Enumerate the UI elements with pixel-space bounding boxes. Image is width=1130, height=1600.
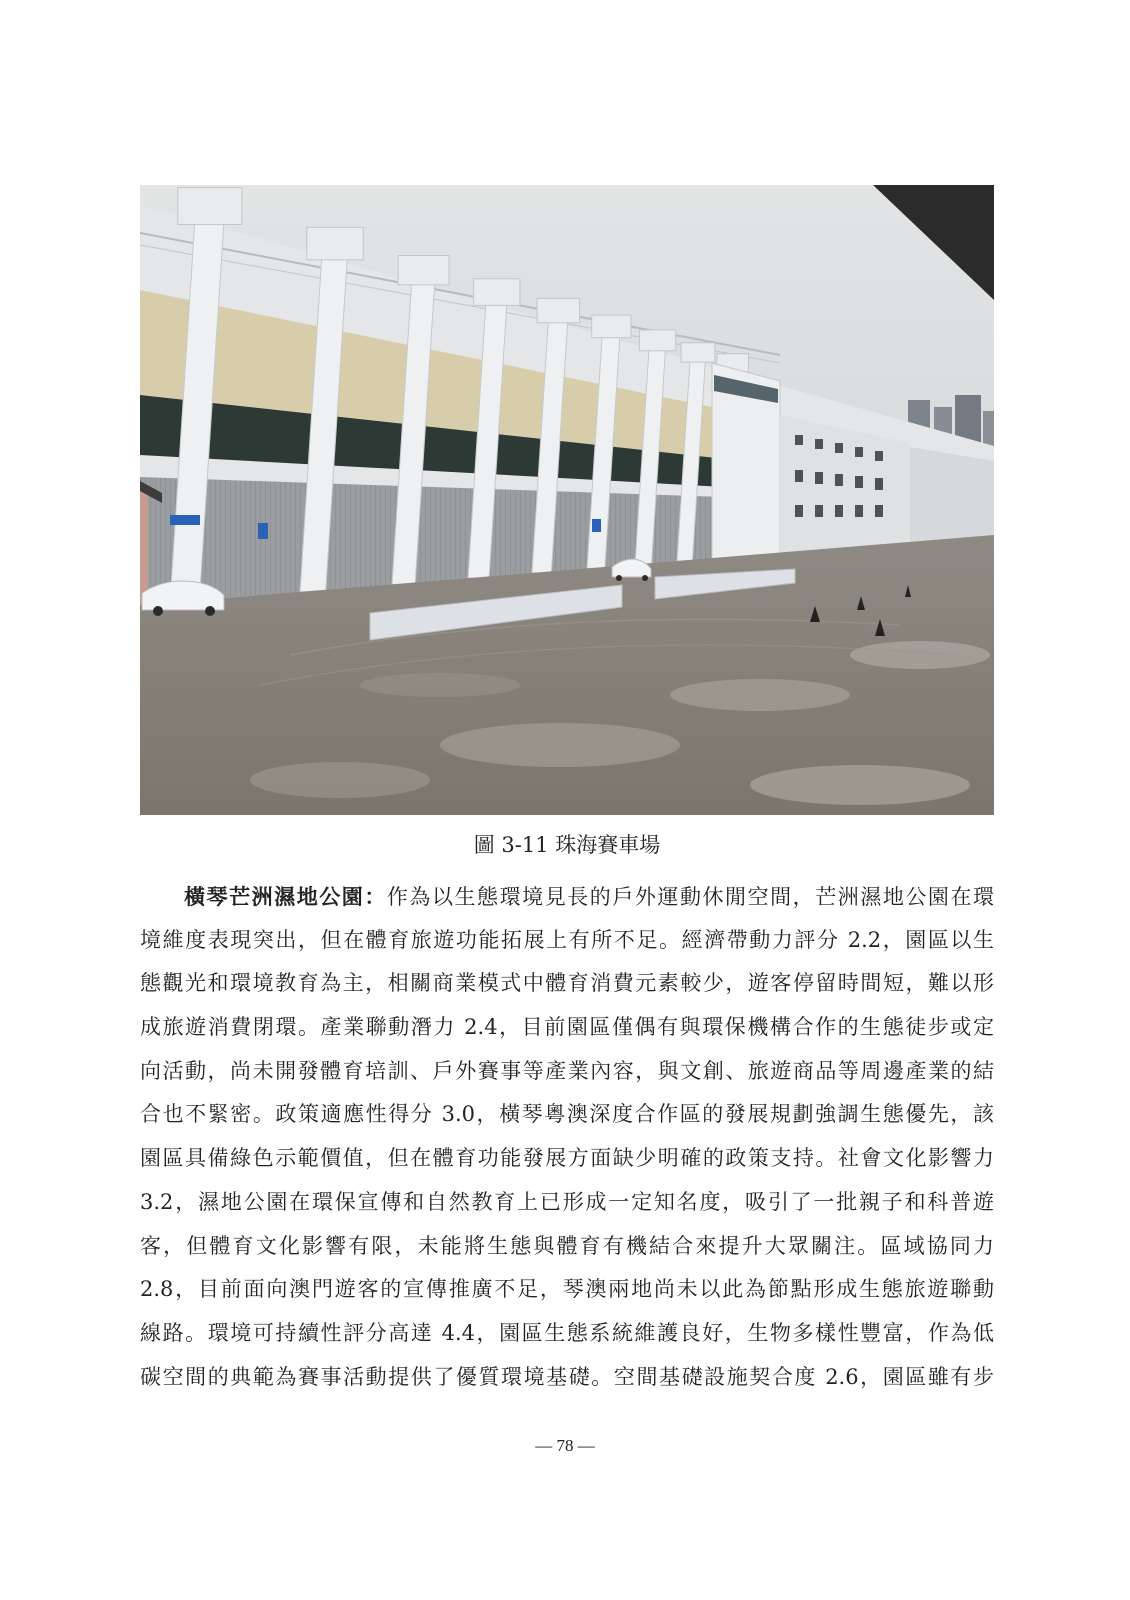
paragraph-line <box>140 875 994 919</box>
paragraph-line: 向活動，尚未開發體育培訓、戶外賽事等產業內容，與文創、旅遊商品等周邊產業的結 <box>140 1058 994 1083</box>
paragraph-line: 成旅遊消費閉環。產業聯動潛力 2.4，目前園區僅偶有與環保機構合作的生態徒步或定 <box>140 1015 994 1040</box>
photo-parapet-block <box>681 343 715 362</box>
photo-parapet-block <box>592 315 631 338</box>
photo-parapet-block <box>537 298 579 322</box>
paragraph-line: 客，但體育文化影響有限，未能將生態與體育有機結合來提升大眾關注。區域協同力 <box>140 1233 994 1258</box>
paragraph-lead: 橫琴芒洲濕地公園： <box>184 884 387 909</box>
paragraph-line: 3.2，濕地公園在環保宣傳和自然教育上已形成一定知名度，吸引了一批親子和科普遊 <box>140 1189 994 1214</box>
paragraph-line: 碳空間的典範為賽事活動提供了優質環境基礎。空間基礎設施契合度 2.6，園區雖有步 <box>140 1364 994 1389</box>
paragraph-line: 2.8，目前面向澳門遊客的宣傳推廣不足，琴澳兩地尚未以此為節點形成生態旅遊聯動 <box>140 1277 994 1302</box>
body-paragraph <box>140 875 994 1399</box>
paragraph-line: 合也不緊密。政策適應性得分 3.0，橫琴粵澳深度合作區的發展規劃強調生態優先，該 <box>140 1102 994 1127</box>
photo-racetrack <box>140 185 994 815</box>
figure-caption: 圖 3-11 珠海賽車場 <box>473 833 661 857</box>
figure-photo <box>140 185 994 815</box>
photo-parapet-block <box>178 188 242 225</box>
page-number: — 78 — <box>535 1436 595 1455</box>
paragraph-line: 態觀光和環境教育為主，相關商業模式中體育消費元素較少，遊客停留時間短，難以形 <box>140 971 994 996</box>
photo-parapet-block <box>307 227 363 259</box>
photo-parapet-block <box>474 279 520 306</box>
paragraph-line: 境維度表現突出，但在體育旅遊功能拓展上有所不足。經濟帶動力評分 2.2，園區以生 <box>140 927 994 952</box>
photo-parapet-block <box>398 256 449 285</box>
paragraph-line: 園區具備綠色示範價值，但在體育功能發展方面缺少明確的政策支持。社會文化影響力 <box>140 1146 994 1171</box>
paragraph-line-text: 作為以生態環境見長的戶外運動休閒空間，芒洲濕地公園在環 <box>386 885 994 909</box>
paragraph-line: 線路。環境可持續性評分高達 4.4，園區生態系統維護良好，生物多樣性豐富，作為低 <box>140 1320 994 1345</box>
photo-parapet-block <box>639 330 675 351</box>
